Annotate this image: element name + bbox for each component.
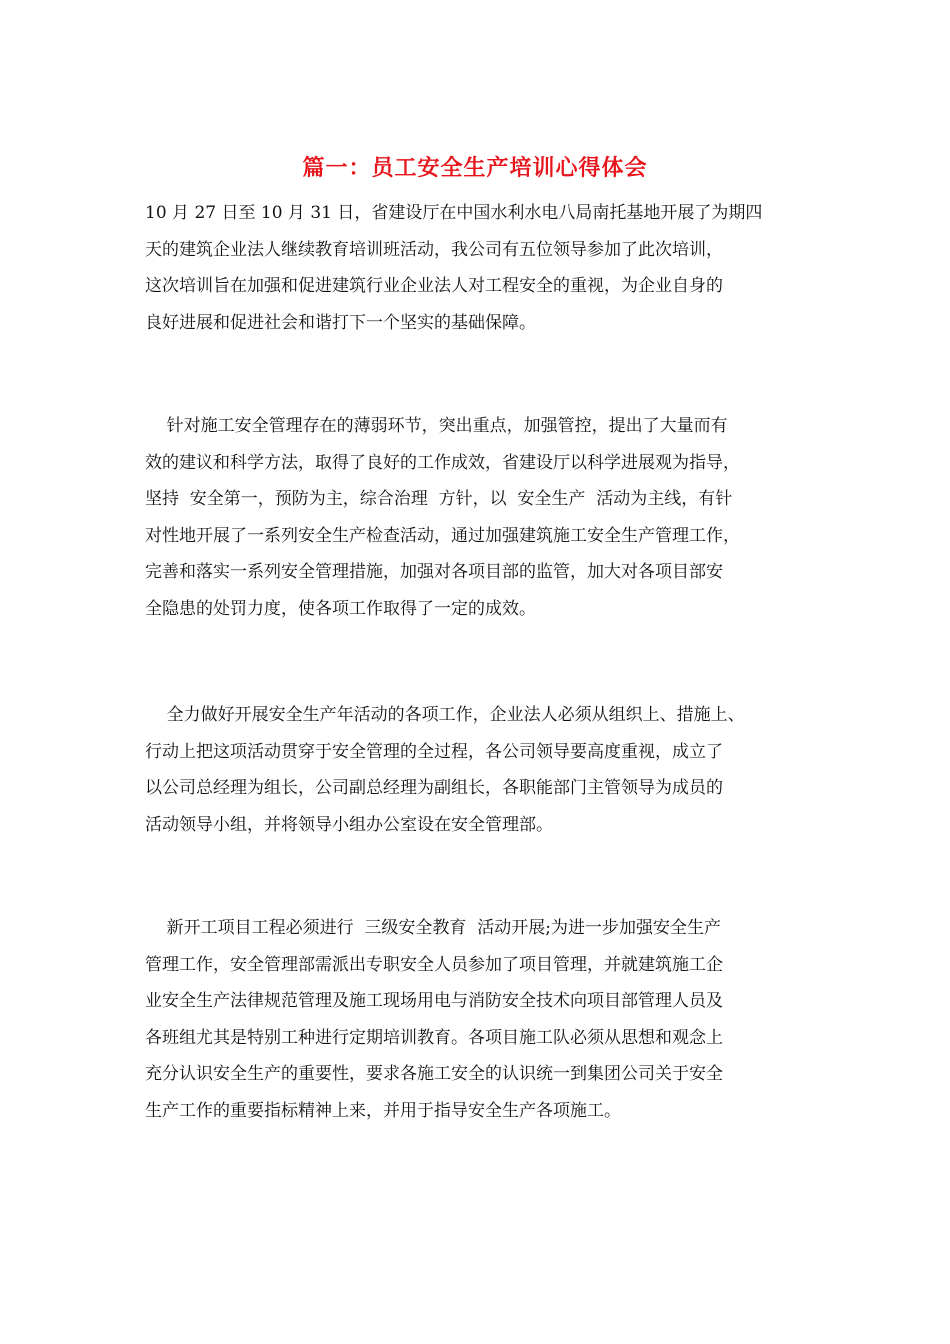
paragraph-line: 全隐患的处罚力度，使各项工作取得了一定的成效。 — [145, 598, 536, 619]
paragraph-line: 10 月 27 日至 10 月 31 日，省建设厅在中国水利水电八局南托基地开展了为期四 — [145, 203, 763, 223]
paragraph-4 — [145, 910, 825, 1129]
paragraph-3 — [145, 697, 825, 843]
paragraph-line: 效的建议和科学方法，取得了良好的工作成效，省建设厅以科学进展观为指导， — [145, 452, 740, 473]
paragraph-line: 天的建筑企业法人继续教育培训班活动，我公司有五位领导参加了此次培训， — [145, 239, 723, 260]
paragraph-line: 坚持 安全第一，预防为主，综合治理 方针，以 安全生产 活动为主线，有针 — [145, 489, 733, 509]
paragraph-line: 这次培训旨在加强和促进建筑行业企业法人对工程安全的重视，为企业自身的 — [145, 276, 723, 296]
paragraph-line: 完善和落实一系列安全管理措施，加强对各项目部的监管，加大对各项目部安 — [145, 562, 723, 582]
paragraph-line: 业安全生产法律规范管理及施工现场用电与消防安全技术向项目部管理人员及 — [145, 991, 723, 1011]
paragraph-line: 管理工作，安全管理部需派出专职安全人员参加了项目管理，并就建筑施工企 — [145, 954, 723, 975]
paragraph-1 — [145, 195, 825, 341]
paragraph-line: 良好进展和促进社会和谐打下一个坚实的基础保障。 — [145, 312, 536, 333]
paragraph-line: 以公司总经理为组长，公司副总经理为副组长，各职能部门主管领导为成员的 — [145, 778, 723, 798]
paragraph-2 — [145, 408, 825, 627]
paragraph-line: 针对施工安全管理存在的薄弱环节，突出重点，加强管控，提出了大量而有 — [145, 416, 728, 436]
paragraph-line: 各班组尤其是特别工种进行定期培训教育。各项目施工队必须从思想和观念上 — [145, 1027, 723, 1048]
document-title: 篇一：员工安全生产培训心得体会 — [302, 155, 648, 181]
paragraph-line: 对性地开展了一系列安全生产检查活动，通过加强建筑施工安全生产管理工作， — [145, 525, 740, 546]
paragraph-line: 生产工作的重要指标精神上来，并用于指导安全生产各项施工。 — [145, 1100, 621, 1121]
paragraph-line: 活动领导小组，并将领导小组办公室设在安全管理部。 — [145, 814, 553, 835]
paragraph-line: 充分认识安全生产的重要性，要求各施工安全的认识统一到集团公司关于安全 — [145, 1064, 723, 1084]
paragraph-line: 新开工项目工程必须进行 三级安全教育 活动开展;为进一步加强安全生产 — [145, 918, 721, 938]
paragraph-line: 行动上把这项活动贯穿于安全管理的全过程，各公司领导要高度重视，成立了 — [145, 741, 723, 762]
paragraph-line: 全力做好开展安全生产年活动的各项工作，企业法人必须从组织上、措施上、 — [145, 705, 745, 725]
